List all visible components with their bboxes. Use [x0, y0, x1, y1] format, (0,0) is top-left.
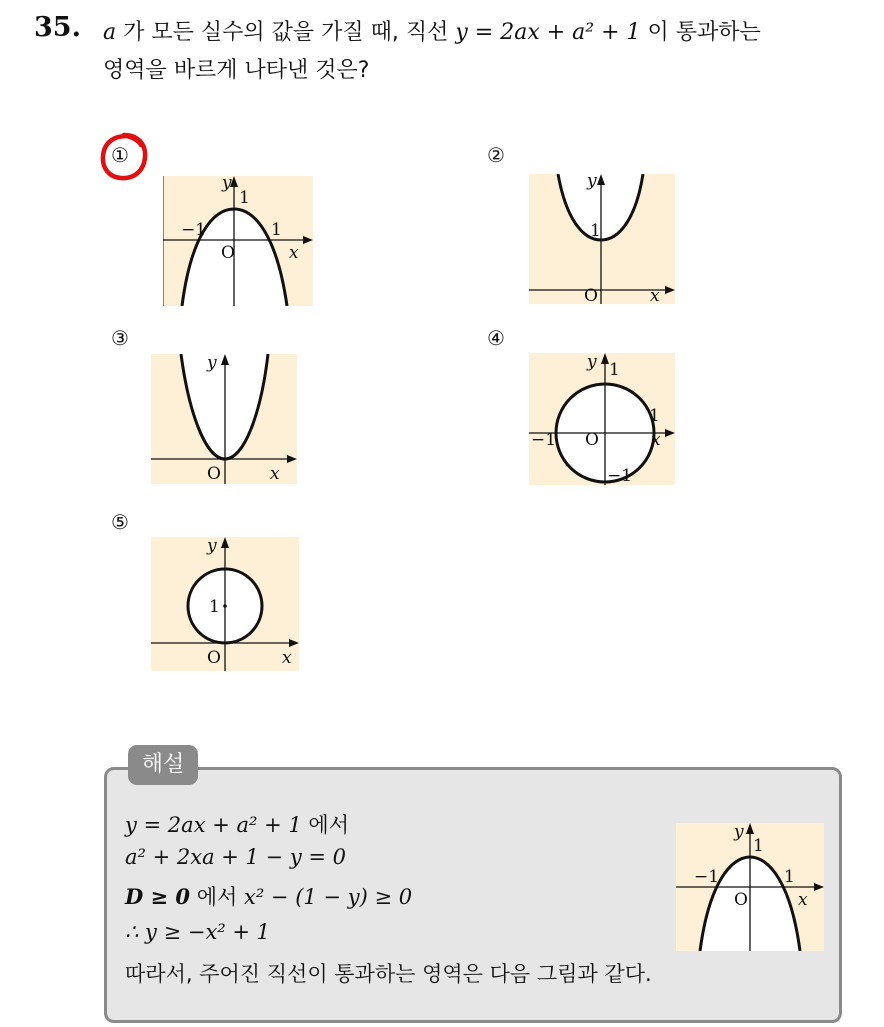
svg-text:O: O: [585, 430, 599, 450]
solution-line-4: ∴ y ≥ −x² + 1: [125, 920, 271, 944]
svg-text:O: O: [734, 890, 748, 910]
svg-text:x: x: [282, 648, 292, 668]
svg-text:1: 1: [271, 220, 282, 240]
choice-1-label[interactable]: ①: [111, 143, 129, 167]
svg-text:−1: −1: [694, 867, 720, 887]
svg-text:y: y: [587, 174, 597, 191]
solution-line-2: a² + 2xa + 1 − y = 0: [125, 845, 347, 869]
svg-text:x: x: [270, 464, 280, 484]
solution-text-1: 에서: [308, 813, 349, 837]
svg-text:y: y: [222, 176, 232, 193]
choice-3-label[interactable]: ③: [111, 326, 129, 350]
solution-eq-3: x² − (1 − y) ≥ 0: [244, 885, 413, 909]
graph-3: [151, 354, 297, 484]
svg-text:y: y: [207, 354, 217, 373]
choice-4-label[interactable]: ④: [487, 326, 505, 350]
variable-a: a: [103, 20, 117, 45]
graph-2: [529, 174, 675, 304]
solution-line-5: 따라서, 주어진 직선이 통과하는 영역은 다음 그림과 같다.: [125, 962, 652, 986]
question-number: 35.: [34, 12, 81, 43]
question-line-2: 영역을 바르게 나타낸 것은?: [103, 58, 370, 83]
choice-2-label[interactable]: ②: [487, 143, 505, 167]
svg-text:y: y: [734, 823, 744, 842]
svg-text:1: 1: [239, 188, 250, 208]
svg-text:x: x: [289, 243, 299, 263]
question-line-1: [103, 15, 761, 46]
svg-text:x: x: [651, 430, 661, 450]
svg-text:1: 1: [784, 867, 795, 887]
solution-text-3: 에서: [196, 885, 238, 909]
svg-text:x: x: [650, 286, 660, 304]
svg-text:−1: −1: [531, 430, 557, 450]
solution-graph: [676, 823, 824, 951]
svg-text:x: x: [798, 890, 808, 910]
svg-text:O: O: [207, 464, 221, 484]
choice-5-label[interactable]: ⑤: [111, 510, 129, 534]
graph-4: [529, 353, 675, 485]
svg-text:O: O: [584, 286, 598, 304]
svg-text:y: y: [587, 353, 597, 372]
solution-line-3: [125, 881, 412, 911]
svg-text:−1: −1: [181, 220, 207, 240]
svg-text:−1: −1: [607, 466, 633, 485]
graph-5: [151, 537, 299, 671]
question-text-2: 이 통과하는: [647, 20, 761, 45]
line-equation: y = 2ax + a² + 1: [455, 20, 641, 45]
choice-1-selected-mark: [94, 129, 154, 189]
solution-eq-1: y = 2ax + a² + 1: [125, 813, 302, 837]
svg-text:1: 1: [753, 836, 764, 856]
svg-text:1: 1: [649, 406, 660, 426]
solution-tag: 해설: [128, 745, 198, 785]
svg-text:O: O: [221, 243, 235, 263]
svg-text:1: 1: [609, 360, 620, 380]
svg-text:1: 1: [209, 597, 220, 617]
graph-1: [163, 176, 313, 306]
question-text-1: 가 모든 실수의 값을 가질 때, 직선: [123, 20, 449, 45]
svg-text:O: O: [207, 648, 221, 668]
solution-line-1: [125, 809, 349, 839]
solution-discriminant: D ≥ 0: [125, 884, 191, 909]
svg-text:1: 1: [590, 221, 601, 241]
svg-text:y: y: [207, 537, 217, 556]
